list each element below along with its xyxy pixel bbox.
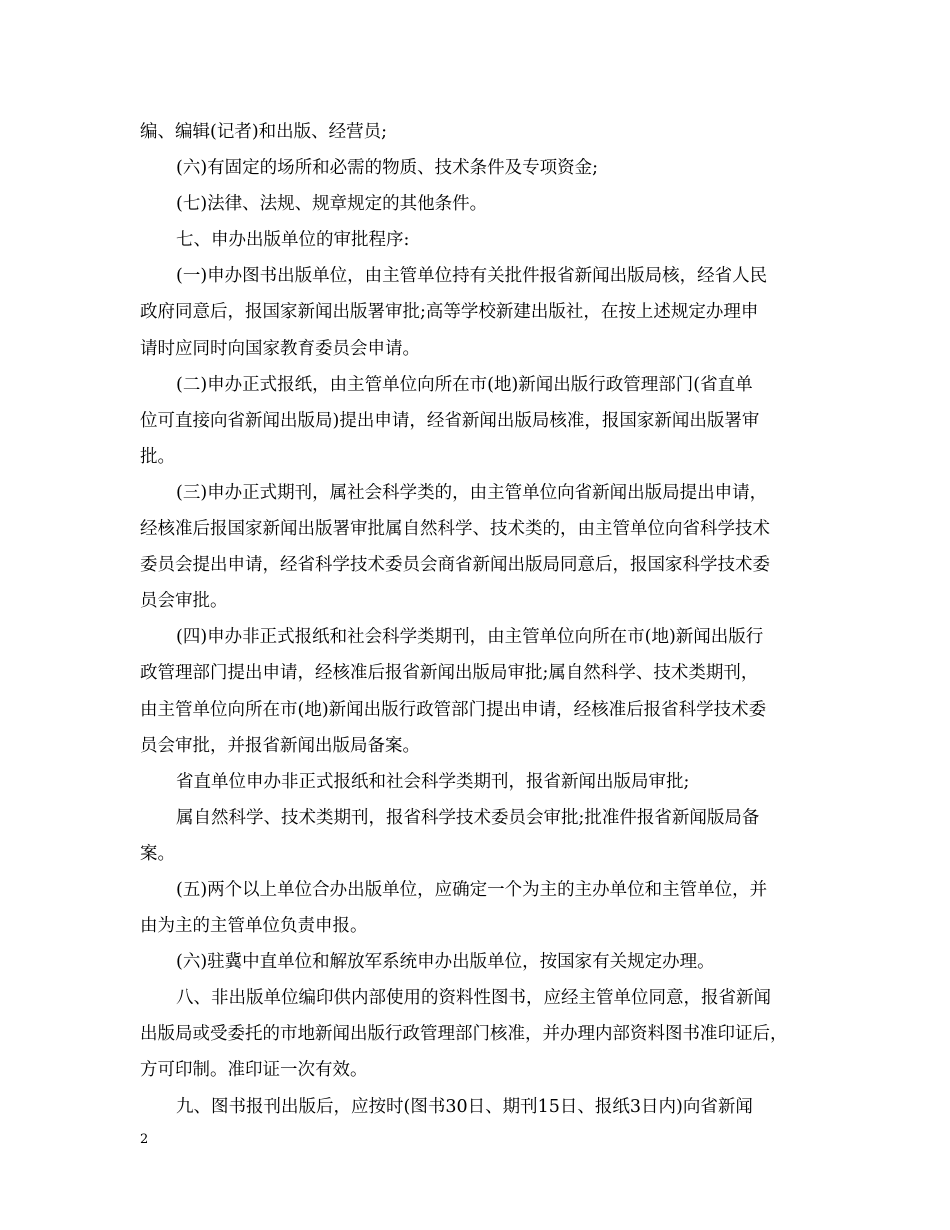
document-body: [140, 114, 815, 1125]
text-line: 属自然科学、技术类期刊，报省科学技术委员会审批;批准件报省新闻版局备: [176, 807, 760, 828]
text-line: (二)申办正式报纸，由主管单位向所在市(地)新闻出版行政管理部门(省直单: [176, 374, 753, 395]
text-line: (一)申办图书出版单位，由主管单位持有关批件报省新闻出版局核，经省人民: [176, 266, 768, 287]
section-heading: 八、非出版单位编印供内部使用的资料性图书，应经主管单位同意，报省新闻: [176, 988, 771, 1009]
text-line: 位可直接向省新闻出版局)提出申请，经省新闻出版局核准，报国家新闻出版署审: [140, 410, 760, 431]
text-line: 省直单位申办非正式报纸和社会科学类期刊，报省新闻出版局审批;: [176, 771, 690, 792]
text-line: 由为主的主管单位负责申报。: [140, 916, 368, 937]
text-line: 案。: [140, 843, 175, 864]
text-line: 编、编辑(记者)和出版、经营员;: [140, 122, 388, 142]
text-line: 政府同意后，报国家新闻出版署审批;高等学校新建出版社，在按上述规定办理申: [140, 302, 759, 323]
text-line: 员会审批，并报省新闻出版局备案。: [140, 735, 420, 756]
text-line: 出版局或受委托的市地新闻出版行政管理部门核准，并办理内部资料图书准印证后，: [140, 1024, 788, 1045]
text-line: 请时应同时向国家教育委员会申请。: [140, 338, 420, 359]
text-line: 经核准后报国家新闻出版署审批属自然科学、技术类的，由主管单位向省科学技术: [140, 519, 770, 540]
text-line: (六)驻冀中直单位和解放军系统申办出版单位，按国家有关规定办理。: [176, 952, 715, 973]
section-heading: 七、申办出版单位的审批程序:: [176, 230, 410, 251]
text-line: 政管理部门提出申请，经核准后报省新闻出版局审批;属自然科学、技术类期刊，: [140, 663, 759, 684]
text-line: 由主管单位向所在市(地)新闻出版行政管部门提出申请，经核准后报省科学技术委: [140, 699, 767, 720]
text-line: (五)两个以上单位合办出版单位，应确定一个为主的主办单位和主管单位，并: [176, 879, 768, 900]
text-line: 批。: [140, 446, 175, 467]
text-line: 员会审批。: [140, 591, 228, 612]
text-line: (四)申办非正式报纸和社会科学类期刊，由主管单位向所在市(地)新闻出版行: [176, 627, 764, 648]
page-number: 2: [140, 1132, 149, 1147]
text-line: (六)有固定的场所和必需的物质、技术条件及专项资金;: [176, 158, 599, 179]
text-line: (七)法律、法规、规章规定的其他条件。: [176, 194, 488, 215]
text-line: 委员会提出申请，经省科学技术委员会商省新闻出版局同意后，报国家科学技术委: [140, 555, 770, 576]
text-line: (三)申办正式期刊，属社会科学类的，由主管单位向省新闻出版局提出申请，: [176, 482, 768, 503]
text-line: 方可印制。准印证一次有效。: [140, 1060, 368, 1081]
section-heading: 九、图书报刊出版后，应按时(图书30日、期刊15日、报纸3日内)向省新闻: [176, 1096, 753, 1117]
